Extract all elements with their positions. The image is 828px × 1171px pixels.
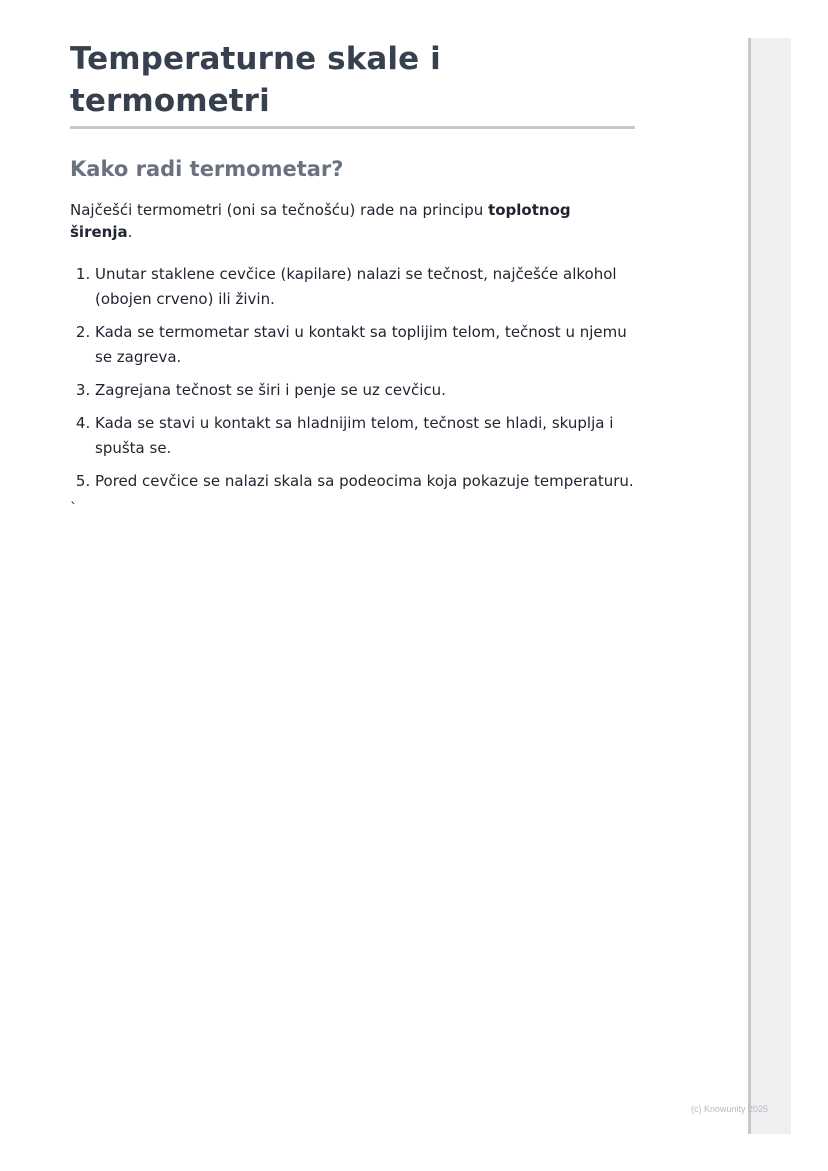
list-item-step-3: 3. Zagrejana tečnost se širi i penje se uz cevčicu. [95,378,635,403]
intro-bold-term: toplotnog širenja [70,201,571,241]
intro-text: Najčešći termometri (oni sa tečnošću) rade na principu [70,201,489,219]
list-item-step-1: 1. Unutar staklene cevčice (kapilare) nalazi se tečnost, najčešće alkohol (obojen crveno) ili živin. [95,262,635,312]
list-item-step-2: 2. Kada se termometar stavi u kontakt sa toplijim telom, tečnost u njemu se zagreva. [95,320,635,370]
intro-end: . [127,223,133,241]
document-content [70,38,635,516]
footer-credit: (c) Knowunity 2025 [691,1104,769,1114]
list-item-step-4: 4. Kada se stavi u kontakt sa hladnijim telom, tečnost se hladi, skuplja i spušta se. [95,411,635,461]
stray-backtick: ` [70,501,77,517]
intro-paragraph [70,199,635,243]
steps-list [70,262,635,494]
side-panel [748,38,791,1134]
section-title: Kako radi termometar? [70,157,344,181]
page-title: Temperaturne skale i termometri [70,38,635,129]
list-item-step-5: 5. Pored cevčice se nalazi skala sa podeocima koja pokazuje temperaturu. [95,469,635,494]
